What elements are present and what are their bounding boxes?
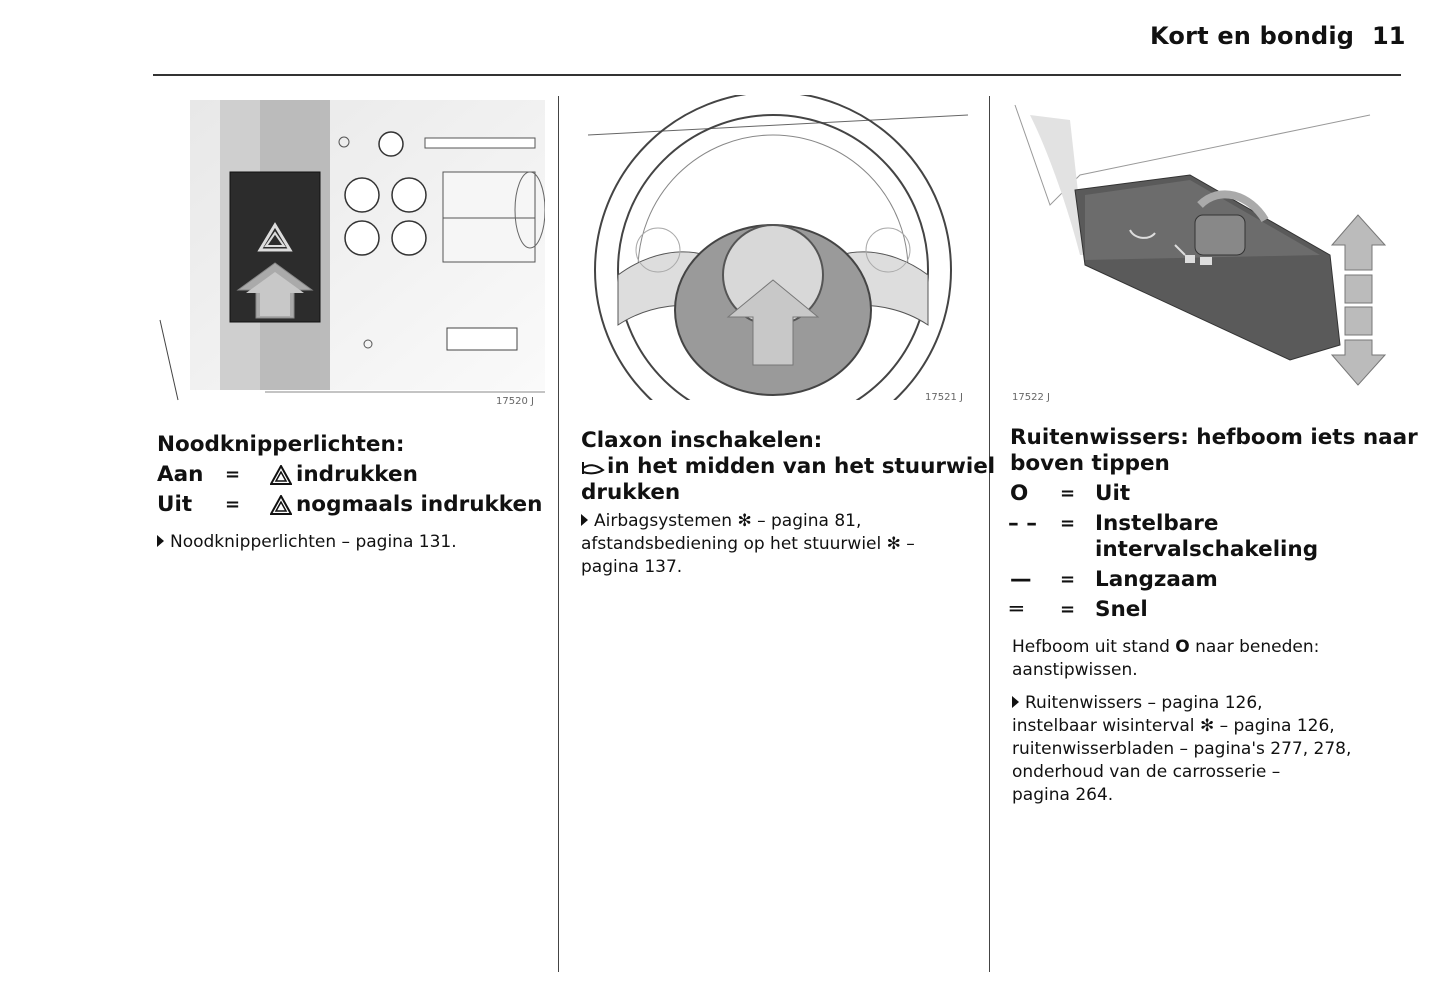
airbag-page-text: – pagina 81, — [751, 511, 862, 531]
hazard-reference — [157, 531, 457, 554]
wiper-slow-symbol: — — [1010, 567, 1032, 592]
wiper-fast-equals: = — [1060, 599, 1076, 620]
wiper-interval-symbol: – – — [1008, 511, 1037, 536]
wiper-fast-symbol: ═ — [1010, 597, 1023, 622]
hazard-triangle-icon — [270, 495, 292, 515]
airbag-reference-text: Airbagsystemen — [594, 511, 733, 531]
hazard-on-text: indrukken — [296, 462, 418, 487]
wiper-off-symbol: O — [1010, 481, 1029, 506]
asterisk-icon: ✻ — [886, 534, 901, 554]
wiper-reference-3: ruitenwisserbladen – pagina's 277, 278, — [1012, 739, 1352, 759]
horn-icon — [581, 460, 605, 478]
wiper-slow-text: Langzaam — [1095, 567, 1218, 592]
figure-code-2: 17521 J — [925, 392, 963, 403]
wiper-off-symbol-inline: O — [1175, 637, 1190, 657]
figure-code-3: 17522 J — [1012, 392, 1050, 403]
horn-reference-2 — [581, 533, 915, 556]
wiper-interval-equals: = — [1060, 513, 1076, 534]
remote-reference-text: afstandsbediening op het stuurwiel — [581, 534, 882, 554]
interval-reference-text: instelbaar wisinterval — [1012, 716, 1195, 736]
hazard-reference-text: Noodknipperlichten – pagina 131. — [170, 532, 457, 552]
running-header-title: Kort en bondig — [1150, 22, 1355, 50]
wiper-paragraph-line-1 — [1012, 636, 1319, 659]
arrow-bullet-icon — [157, 535, 164, 547]
horn-heading: Claxon inschakelen: — [581, 428, 823, 453]
wiper-heading-line-1: Ruitenwissers: hefboom iets naar — [1010, 425, 1418, 450]
horn-reference-3: pagina 137. — [581, 557, 683, 577]
wiper-interval-text-2: intervalschakeling — [1095, 537, 1319, 562]
wiper-fast-text: Snel — [1095, 597, 1148, 622]
wiper-stalk-illustration — [1010, 95, 1400, 400]
horn-line-2: in het midden van het stuurwiel — [607, 454, 996, 479]
wiper-reference-4: onderhoud van de carrosserie – — [1012, 762, 1281, 782]
hazard-on-equals: = — [225, 464, 241, 485]
wiper-paragraph-line-2: aanstipwissen. — [1012, 660, 1138, 680]
wiper-slow-equals: = — [1060, 569, 1076, 590]
horn-reference-1 — [581, 510, 861, 533]
wiper-off-text: Uit — [1095, 481, 1131, 506]
wiper-reference-2 — [1012, 715, 1335, 738]
wiper-paragraph-text-2: naar beneden: — [1189, 637, 1320, 657]
wiper-heading-line-2: boven tippen — [1010, 451, 1170, 476]
column-divider-1 — [558, 96, 559, 972]
wiper-paragraph-text: Hefboom uit stand — [1012, 637, 1170, 657]
steering-wheel-illustration — [578, 95, 978, 400]
remote-dash-text: – — [900, 534, 915, 554]
asterisk-icon: ✻ — [737, 511, 752, 531]
column-divider-2 — [989, 96, 990, 972]
page-number: 11 — [1372, 22, 1406, 50]
hazard-heading: Noodknipperlichten: — [157, 432, 405, 457]
horn-line-3: drukken — [581, 480, 681, 505]
wiper-reference-text: Ruitenwissers – pagina 126, — [1025, 693, 1263, 713]
wiper-interval-text: Instelbare — [1095, 511, 1219, 536]
hazard-off-label: Uit — [157, 492, 193, 517]
arrow-bullet-icon — [581, 514, 588, 526]
wiper-reference-5: pagina 264. — [1012, 785, 1114, 805]
header-rule — [153, 74, 1401, 76]
interval-page-text: – pagina 126, — [1214, 716, 1335, 736]
hazard-off-equals: = — [225, 494, 241, 515]
hazard-switch-illustration — [150, 100, 545, 405]
wiper-reference-1 — [1012, 692, 1263, 715]
hazard-off-text: nogmaals indrukken — [296, 492, 543, 517]
hazard-triangle-icon — [270, 465, 292, 485]
asterisk-icon: ✻ — [1199, 716, 1215, 736]
hazard-on-label: Aan — [157, 462, 204, 487]
arrow-bullet-icon — [1012, 696, 1019, 708]
figure-code-1: 17520 J — [496, 396, 534, 407]
wiper-off-equals: = — [1060, 483, 1076, 504]
